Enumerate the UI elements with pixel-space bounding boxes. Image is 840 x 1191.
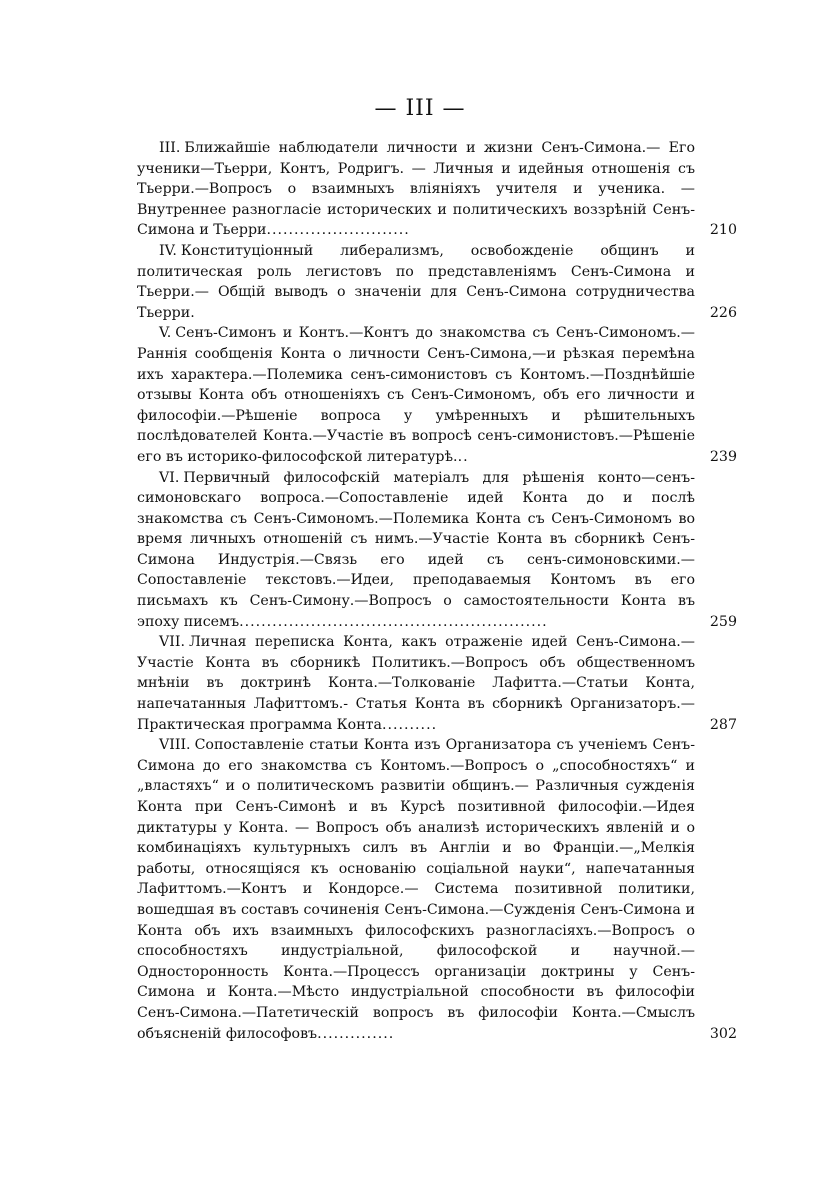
page-number: — III — xyxy=(374,96,466,121)
chapter-numeral: VII. xyxy=(159,634,185,651)
dot-leader: .......... xyxy=(381,716,438,733)
chapter-numeral: IV. xyxy=(159,242,177,259)
chapter-summary: Ближайшіе наблюдатели личности и жизни Сенъ-Симона.— Его ученики—Тьерри, Контъ, Родригъ. — Личныя и идейныя отношенія съ Тьерри.—Вопросъ о взаимныхъ вліяніяхъ учителя и ученика. — Внутреннее разногласіе исторических и политическихъ воззрѣній Сенъ-Симона и Тьерри xyxy=(137,140,695,239)
chapter-page-number: 239 xyxy=(709,448,737,465)
table-of-contents xyxy=(137,138,737,1044)
dot-leader: .......................... xyxy=(266,222,410,239)
chapter-page-number: 210 xyxy=(709,222,737,239)
chapter-page-number: 226 xyxy=(709,304,737,321)
dot-leader: ........................................................ xyxy=(239,613,548,630)
chapter-summary: Сенъ-Симонъ и Контъ.—Контъ до знакомства съ Сенъ-Симономъ.—Раннія сообщенія Конта о личности Сенъ-Симона,—и рѣзкая перемѣна ихъ характера.—Полемика сенъ-симонистовъ съ Контомъ.—Позднѣйшіе отзывы Конта объ отношеніяхъ съ Сенъ-Симономъ, объ его личности и философіи.—Рѣшеніе вопроса у умѣренныхъ и рѣшительныхъ послѣдователей Конта.—Участіе въ вопросѣ сенъ-симонистовъ.—Рѣшеніе его въ историко-философской литературѣ. xyxy=(137,325,695,465)
chapter-numeral: V. xyxy=(159,325,172,342)
toc-entry-6 xyxy=(137,468,737,633)
chapter-page-number: 302 xyxy=(709,1025,737,1042)
chapter-summary: Конституціонный либерализмъ, освобожденіе общинъ и политическая роль легистовъ по представленіямъ Сенъ-Симона и Тьерри.— Общій выводъ о значеніи для Сенъ-Симона сотрудничества Тьерри. xyxy=(137,242,695,321)
toc-entry-3 xyxy=(137,138,737,241)
chapter-numeral: VI. xyxy=(159,469,180,486)
chapter-page-number: 287 xyxy=(709,716,737,733)
chapter-numeral: VIII. xyxy=(159,737,191,754)
chapter-numeral: III. xyxy=(159,140,181,156)
toc-entry-5 xyxy=(137,323,737,467)
chapter-summary: Первичный философскій матеріалъ для рѣшенія конто—сенъ-симоновскаго вопроса.—Сопоставленіе идей Конта до и послѣ знакомства съ Сенъ-Симономъ.—Полемика Конта съ Сенъ-Симономъ во время личныхъ отношеній съ нимъ.—Участіе Конта въ сборникѣ Сенъ-Симона Индустрія.—Связь его идей съ сенъ-симоновскими.— Сопоставленіе текстовъ.—Идеи, преподаваемыя Контомъ въ его письмахъ къ Сенъ-Симону.—Вопросъ о самостоятельности Конта въ эпоху писемъ xyxy=(137,469,695,630)
toc-entry-7 xyxy=(137,632,737,735)
chapter-summary: Личная переписка Конта, какъ отраженіе идей Сенъ-Симона.—Участіе Конта въ сборникѣ Политикъ.—Вопросъ объ общественномъ мнѣніи въ доктринѣ Конта.—Толкованіе Лафитта.—Статьи Конта, напечатанныя Лафиттомъ.- Статья Конта въ сборникѣ Организаторъ.—Практическая программа Конта xyxy=(137,634,695,733)
dot-leader: .. xyxy=(457,448,469,465)
dot-leader: .............. xyxy=(317,1025,395,1042)
toc-entry-4 xyxy=(137,241,737,323)
chapter-summary: Сопоставленіе статьи Конта изъ Организатора съ ученіемъ Сенъ-Симона до его знакомства съ Контомъ.—Вопросъ о „способностяхъ“ и „властяхъ“ и о политическомъ развитіи общинъ.— Различныя сужденія Конта при Сенъ-Симонѣ и въ Курсѣ позитивной философіи.—Идея диктатуры у Конта. — Вопросъ объ анализѣ историческихъ явленій и о комбинаціяхъ культурныхъ силъ въ Англіи и во Франціи.—„Мелкія работы, относящіяся къ основанію соціальной науки“, напечатанныя Лафиттомъ.—Контъ и Кондорсе.— Система позитивной политики, вошедшая въ составъ сочиненія Сенъ-Симона.—Сужденія Сенъ-Симона и Конта объ ихъ взаимныхъ философскихъ разногласіяхъ.—Вопросъ о способностяхъ индустріальной, философской и научной.—Односторонность Конта.—Процессъ организаціи доктрины у Сенъ-Симона и Конта.—Мѣсто индустріальной способности въ философіи Сенъ-Симона.—Патетическій вопросъ въ философіи Конта.—Смыслъ объясненій философовъ xyxy=(137,737,695,1042)
toc-entry-8 xyxy=(137,735,737,1044)
chapter-page-number: 259 xyxy=(709,613,737,630)
